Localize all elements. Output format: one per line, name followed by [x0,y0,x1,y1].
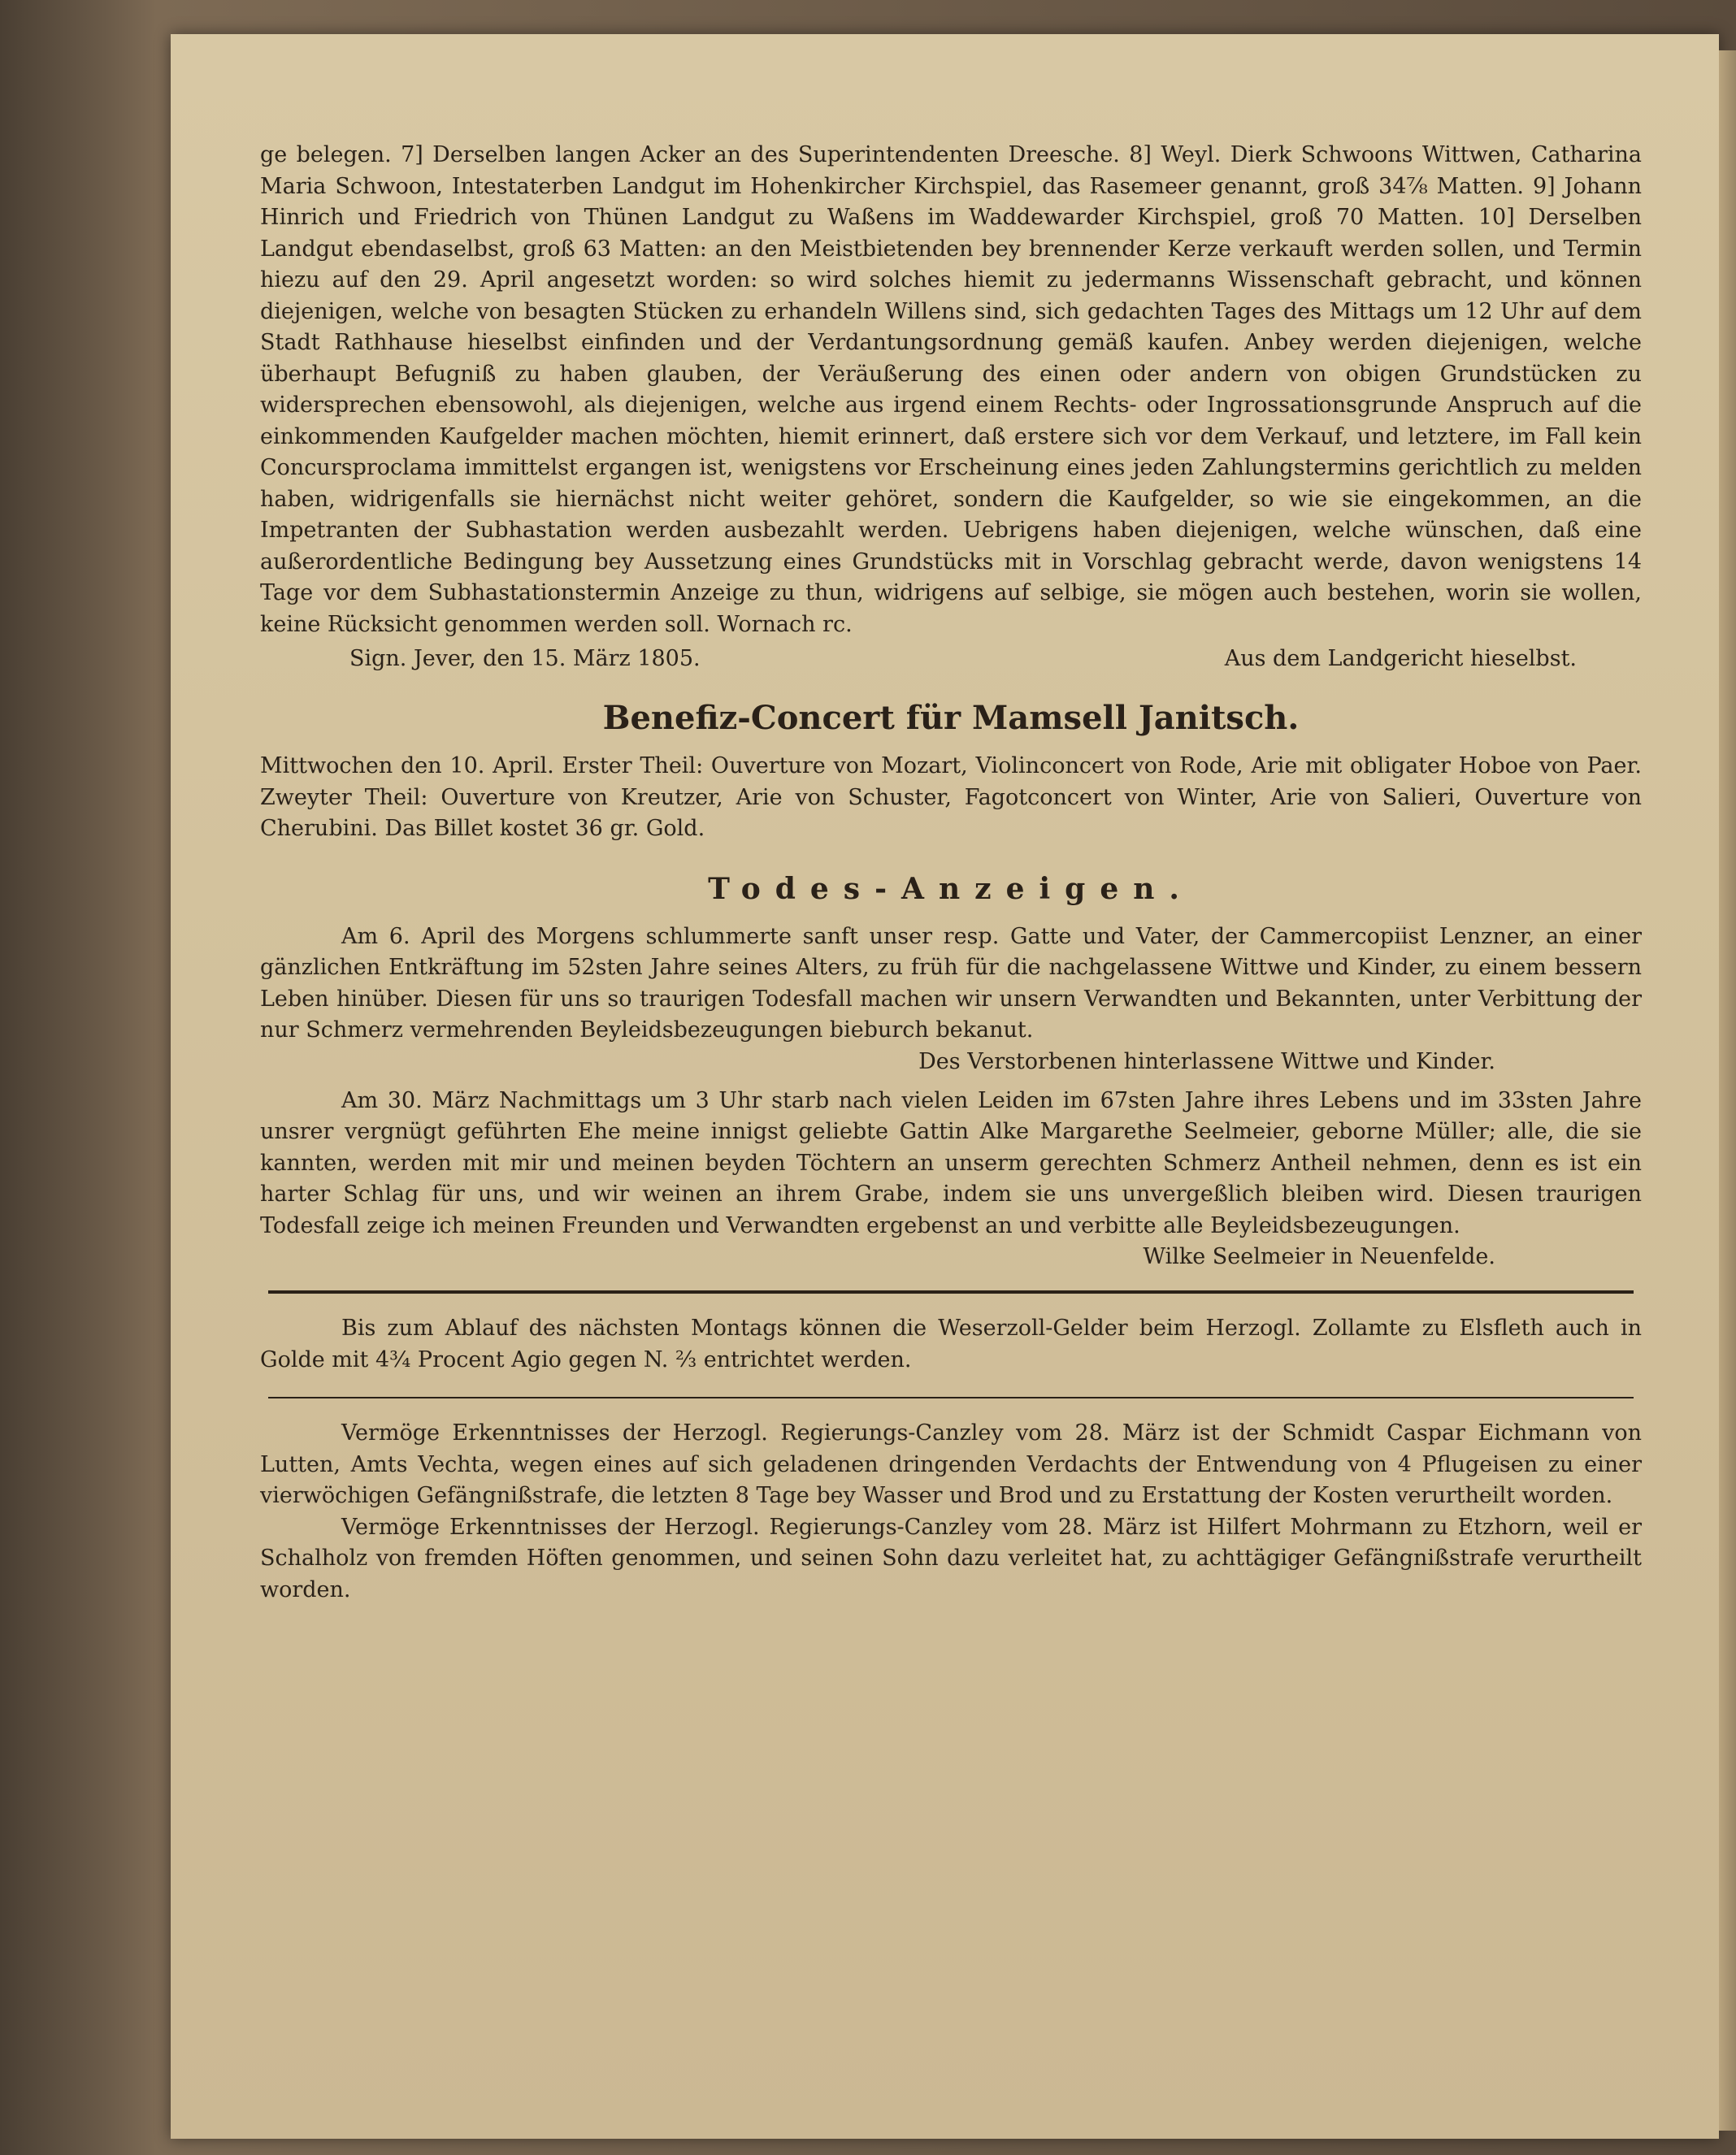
death-notice-1-signature: Des Verstorbenen hinterlassene Wittwe und Kinder. [918,1048,1495,1074]
signature-place-date: Sign. Jever, den 15. März 1805. [349,646,701,671]
auction-notice-signature [260,644,1642,674]
page-edge [1719,50,1736,2131]
section-divider [268,1290,1634,1294]
signature-authority: Aus dem Landgericht hieselbst. [1224,646,1577,671]
death-notice-1: Am 6. April des Morgens schlummerte sanft unser resp. Gatte und Vater, der Cammercopiist Lenzner, an einer gänzlichen Entkräftung im 52sten Jahre seines Alters, zu früh für die nachgelassene Wittwe und Kinder, zu einem bessern Leben hinüber. Diesen für uns so traurigen Todesfall machen wir unsern Verwandten und Bekannten, unter Verbittung der nur Schmerz vermehrenden Beyleidsbezeugungen bieburch bekanut. [260,923,1642,1043]
death-notice-2: Am 30. März Nachmittags um 3 Uhr starb nach vielen Leiden im 67sten Jahre ihres Lebens und im 33sten Jahre unsrer vergnügt geführten Ehe meine innigst geliebte Gattin Alke Margarethe Seelmeier, geborne Müller; alle, die sie kannten, werden mit mir und meinen beyden Töchtern an unserm gerechten Schmerz Antheil nehmen, denn es ist ein harter Schlag für uns, und wir weinen an ihrem Grabe, indem sie uns unvergeßlich bleiben wird. Diesen traurigen Todesfall zeige ich meinen Freunden und Verwandten ergebenst an und verbitte alle Beyleidsbezeugungen. [260,1087,1642,1238]
page-content [260,140,1642,1606]
section-divider-thin [268,1397,1634,1398]
newspaper-page [171,34,1719,2139]
court-sentence-2: Vermöge Erkenntnisses der Herzogl. Regierungs-Canzley vom 28. März ist Hilfert Mohrmann zu Etzhorn, weil er Schalholz von fremden Höften genommen, und seinen Sohn dazu verleitet hat, zu achttägiger Gefängnißstrafe verurtheilt worden. [260,1514,1642,1602]
concert-text: Mittwochen den 10. April. Erster Theil: Ouverture von Mozart, Violinconcert von Rode, Arie mit obligater Hoboe von Paer. Zweyter Theil: Ouverture von Kreutzer, Arie von Schuster, Fagotconcert von Winter, Arie von Salieri, Ouverture von Cherubini. Das Billet kostet 36 gr. Gold. [260,753,1642,841]
auction-notice-text: ge belegen. 7] Derselben langen Acker an des Superintendenten Dreesche. 8] Weyl. Dierk Schwoons Wittwen, Catharina Maria Schwoon, Intestaterben Landgut im Hohenkircher Kirchspiel, das Rasemeer genannt, groß 34⅞ Matten. 9] Johann Hinrich und Friedrich von Thünen Landgut zu Waßens im Waddewarder Kirchspiel, groß 70 Matten. 10] Derselben Landgut ebendaselbst, groß 63 Matten: an den Meistbietenden bey brennender Kerze verkauft werden sollen, und Termin hiezu auf den 29. April angesetzt worden: so wird solches hiemit zu jedermanns Wissenschaft gebracht, und können diejenigen, welche von besagten Stücken zu erhandeln Willens sind, sich gedachten Tages des Mittags um 12 Uhr auf dem Stadt Rathhause hieselbst einfinden und der Verdantungsordnung gemäß kaufen. Anbey werden diejenigen, welche überhaupt Befugniß zu haben glauben, der Veräußerung des einen oder andern von obigen Grundstücken zu widersprechen ebensowohl, als diejenigen, welche aus irgend einem Rechts- oder Ingrossationsgrunde Anspruch auf die einkommenden Kaufgelder machen möchten, hiemit erinnert, daß erstere sich vor dem Verkauf, und letztere, im Fall kein Concursproclama immittelst ergangen ist, wenigstens vor Erscheinung eines jeden Zahlungstermins gerichtlich zu melden haben, widrigenfalls sie hiernächst nicht weiter gehöret, sondern die Kaufgelder, so wie sie eingekommen, an die Impetranten der Subhastation werden ausbezahlt werden. Uebrigens haben diejenigen, welche wünschen, daß eine außerordentliche Bedingung bey Aussetzung eines Grundstücks mit in Vorschlag gebracht werde, davon wenigstens 14 Tage vor dem Subhastationstermin Anzeige zu thun, widrigens auf selbige, sie mögen auch bestehen, worin sie wollen, keine Rücksicht genommen werden soll. Wornach rc. [260,142,1642,637]
concert-heading: Benefiz-Concert für Mamsell Janitsch. [602,699,1300,737]
death-notices-heading: Todes-Anzeigen. [708,871,1194,906]
death-notice-2-signature: Wilke Seelmeier in Neuenfelde. [1143,1244,1495,1269]
court-sentence-1: Vermöge Erkenntnisses der Herzogl. Regierungs-Canzley vom 28. März ist der Schmidt Caspar Eichmann von Lutten, Amts Vechta, wegen eines auf sich geladenen dringenden Verdachts der Entwendung von 4 Pflugeisen zu einer vierwöchigen Gefängnißstrafe, die letzten 8 Tage bey Wasser und Brod und zu Erstattung der Kosten verurtheilt worden. [260,1420,1642,1508]
toll-notice-text: Bis zum Ablauf des nächsten Montags können die Weserzoll-Gelder beim Herzogl. Zollamte zu Elsfleth auch in Golde mit 4¾ Procent Agio gegen N. ⅔ entrichtet werden. [260,1316,1642,1372]
